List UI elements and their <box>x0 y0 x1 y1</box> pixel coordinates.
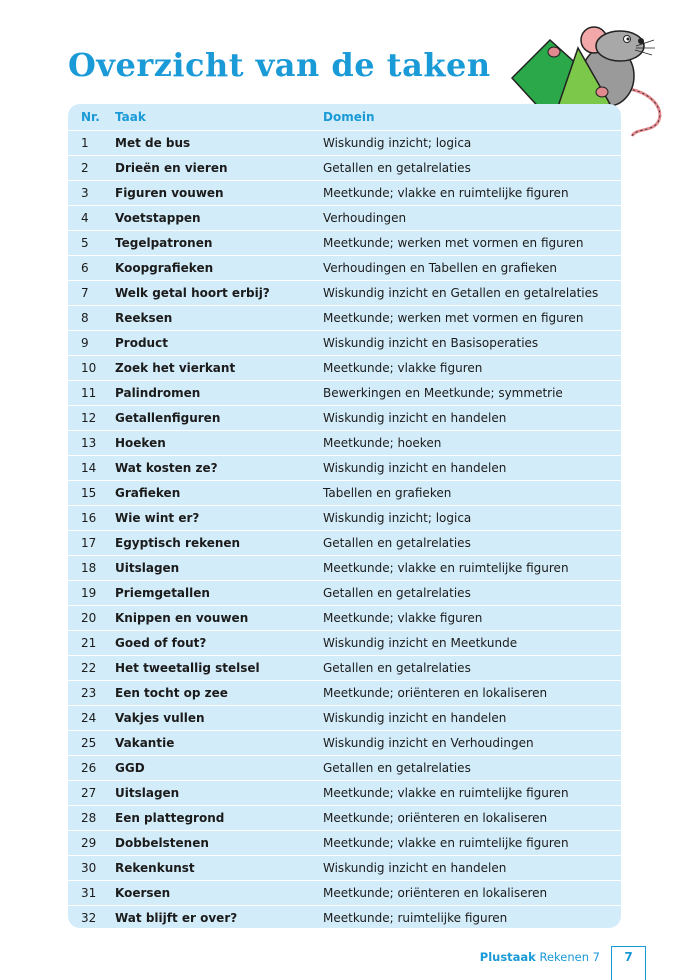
cell-nr: 2 <box>81 161 89 175</box>
table-row <box>68 405 621 430</box>
table-row <box>68 130 621 155</box>
cell-nr: 26 <box>81 761 97 775</box>
cell-nr: 14 <box>81 461 97 475</box>
cell-taak: Uitslagen <box>115 786 180 800</box>
table-row <box>68 755 621 780</box>
table-row <box>68 230 621 255</box>
cell-domein: Meetkunde; vlakke en ruimtelijke figuren <box>323 836 569 850</box>
cell-domein: Getallen en getalrelaties <box>323 761 471 775</box>
table-row <box>68 280 621 305</box>
cell-taak: Hoeken <box>115 436 166 450</box>
cell-nr: 20 <box>81 611 97 625</box>
cell-taak: Tegelpatronen <box>115 236 213 250</box>
cell-nr: 10 <box>81 361 97 375</box>
cell-domein: Meetkunde; werken met vormen en figuren <box>323 311 584 325</box>
cell-nr: 3 <box>81 186 89 200</box>
cell-nr: 4 <box>81 211 89 225</box>
cell-nr: 29 <box>81 836 97 850</box>
table-row <box>68 705 621 730</box>
cell-domein: Wiskundig inzicht en Verhoudingen <box>323 736 534 750</box>
cell-nr: 30 <box>81 861 97 875</box>
cell-taak: Knippen en vouwen <box>115 611 249 625</box>
cell-nr: 8 <box>81 311 89 325</box>
task-overview-table <box>68 104 621 928</box>
cell-domein: Getallen en getalrelaties <box>323 161 471 175</box>
table-row <box>68 730 621 755</box>
cell-taak: Wat blijft er over? <box>115 911 238 925</box>
cell-domein: Meetkunde; vlakke figuren <box>323 611 483 625</box>
cell-nr: 32 <box>81 911 97 925</box>
cell-domein: Wiskundig inzicht en handelen <box>323 861 507 875</box>
cell-domein: Verhoudingen <box>323 211 407 225</box>
cell-taak: Met de bus <box>115 136 191 150</box>
cell-domein: Bewerkingen en Meetkunde; symmetrie <box>323 386 563 400</box>
cell-nr: 7 <box>81 286 89 300</box>
cell-domein: Meetkunde; ruimtelijke figuren <box>323 911 508 925</box>
cell-taak: Figuren vouwen <box>115 186 224 200</box>
table-row <box>68 155 621 180</box>
cell-nr: 17 <box>81 536 97 550</box>
cell-taak: Dobbelstenen <box>115 836 209 850</box>
table-row <box>68 255 621 280</box>
cell-nr: 25 <box>81 736 97 750</box>
table-body <box>68 130 621 928</box>
cell-domein: Meetkunde; vlakke en ruimtelijke figuren <box>323 561 569 575</box>
table-row <box>68 630 621 655</box>
cell-taak: Egyptisch rekenen <box>115 536 241 550</box>
cell-nr: 24 <box>81 711 97 725</box>
table-row <box>68 905 621 928</box>
table-row <box>68 180 621 205</box>
cell-domein: Meetkunde; hoeken <box>323 436 442 450</box>
cell-domein: Wiskundig inzicht en Basisoperaties <box>323 336 539 350</box>
cell-taak: Grafieken <box>115 486 181 500</box>
cell-taak: Palindromen <box>115 386 201 400</box>
cell-domein: Meetkunde; werken met vormen en figuren <box>323 236 584 250</box>
table-row <box>68 480 621 505</box>
table-row <box>68 330 621 355</box>
header-taak: Taak <box>115 110 146 124</box>
cell-taak: Een plattegrond <box>115 811 225 825</box>
cell-nr: 13 <box>81 436 97 450</box>
table-header-row <box>68 104 621 130</box>
cell-taak: Vakjes vullen <box>115 711 205 725</box>
table-row <box>68 830 621 855</box>
table-row <box>68 505 621 530</box>
cell-taak: GGD <box>115 761 145 775</box>
cell-nr: 31 <box>81 886 97 900</box>
cell-taak: Product <box>115 336 168 350</box>
table-row <box>68 805 621 830</box>
cell-taak: Priemgetallen <box>115 586 210 600</box>
cell-domein: Wiskundig inzicht en handelen <box>323 711 507 725</box>
cell-nr: 27 <box>81 786 97 800</box>
cell-nr: 5 <box>81 236 89 250</box>
table-row <box>68 880 621 905</box>
cell-domein: Meetkunde; oriënteren en lokaliseren <box>323 886 548 900</box>
cell-domein: Meetkunde; vlakke figuren <box>323 361 483 375</box>
footer-rule <box>611 946 646 947</box>
cell-taak: Koersen <box>115 886 171 900</box>
cell-taak: Een tocht op zee <box>115 686 228 700</box>
cell-domein: Verhoudingen en Tabellen en grafieken <box>323 261 558 275</box>
cell-taak: Het tweetallig stelsel <box>115 661 260 675</box>
table-row <box>68 530 621 555</box>
table-row <box>68 680 621 705</box>
cell-domein: Getallen en getalrelaties <box>323 661 471 675</box>
cell-nr: 22 <box>81 661 97 675</box>
cell-nr: 12 <box>81 411 97 425</box>
cell-domein: Wiskundig inzicht; logica <box>323 511 472 525</box>
cell-taak: Uitslagen <box>115 561 180 575</box>
cell-domein: Meetkunde; vlakke en ruimtelijke figuren <box>323 786 569 800</box>
page-number: 7 <box>624 950 633 964</box>
table-row <box>68 780 621 805</box>
cell-taak: Goed of fout? <box>115 636 207 650</box>
cell-domein: Wiskundig inzicht en Getallen en getalrelaties <box>323 286 599 300</box>
cell-taak: Drieën en vieren <box>115 161 228 175</box>
cell-nr: 6 <box>81 261 89 275</box>
cell-domein: Meetkunde; vlakke en ruimtelijke figuren <box>323 186 569 200</box>
cell-domein: Wiskundig inzicht en Meetkunde <box>323 636 518 650</box>
table-row <box>68 580 621 605</box>
cell-taak: Wat kosten ze? <box>115 461 218 475</box>
cell-domein: Getallen en getalrelaties <box>323 586 471 600</box>
cell-taak: Voetstappen <box>115 211 201 225</box>
cell-taak: Zoek het vierkant <box>115 361 236 375</box>
cell-taak: Reeksen <box>115 311 173 325</box>
footer-brand-name: Plustaak <box>479 950 536 964</box>
cell-taak: Welk getal hoort erbij? <box>115 286 270 300</box>
cell-taak: Rekenkunst <box>115 861 195 875</box>
cell-taak: Wie wint er? <box>115 511 200 525</box>
cell-domein: Getallen en getalrelaties <box>323 536 471 550</box>
cell-nr: 23 <box>81 686 97 700</box>
page-title: Overzicht van de taken <box>68 46 491 84</box>
table-row <box>68 555 621 580</box>
header-domein: Domein <box>323 110 375 124</box>
header-nr: Nr. <box>81 110 100 124</box>
table-row <box>68 380 621 405</box>
cell-taak: Vakantie <box>115 736 175 750</box>
table-row <box>68 605 621 630</box>
cell-domein: Tabellen en grafieken <box>323 486 452 500</box>
table-row <box>68 205 621 230</box>
footer-subject: Rekenen 7 <box>539 950 600 964</box>
cell-domein: Wiskundig inzicht en handelen <box>323 411 507 425</box>
table-row <box>68 855 621 880</box>
table-row <box>68 455 621 480</box>
table-row <box>68 305 621 330</box>
cell-nr: 11 <box>81 386 97 400</box>
cell-taak: Koopgrafieken <box>115 261 214 275</box>
cell-nr: 18 <box>81 561 97 575</box>
cell-nr: 19 <box>81 586 97 600</box>
table-row <box>68 430 621 455</box>
footer-brand <box>480 950 600 964</box>
table-row <box>68 655 621 680</box>
table-row <box>68 355 621 380</box>
cell-nr: 16 <box>81 511 97 525</box>
cell-nr: 15 <box>81 486 97 500</box>
cell-domein: Meetkunde; oriënteren en lokaliseren <box>323 686 548 700</box>
cell-taak: Getallenfiguren <box>115 411 221 425</box>
cell-domein: Wiskundig inzicht; logica <box>323 136 472 150</box>
cell-nr: 9 <box>81 336 89 350</box>
cell-domein: Meetkunde; oriënteren en lokaliseren <box>323 811 548 825</box>
cell-domein: Wiskundig inzicht en handelen <box>323 461 507 475</box>
cell-nr: 28 <box>81 811 97 825</box>
cell-nr: 21 <box>81 636 97 650</box>
cell-nr: 1 <box>81 136 89 150</box>
